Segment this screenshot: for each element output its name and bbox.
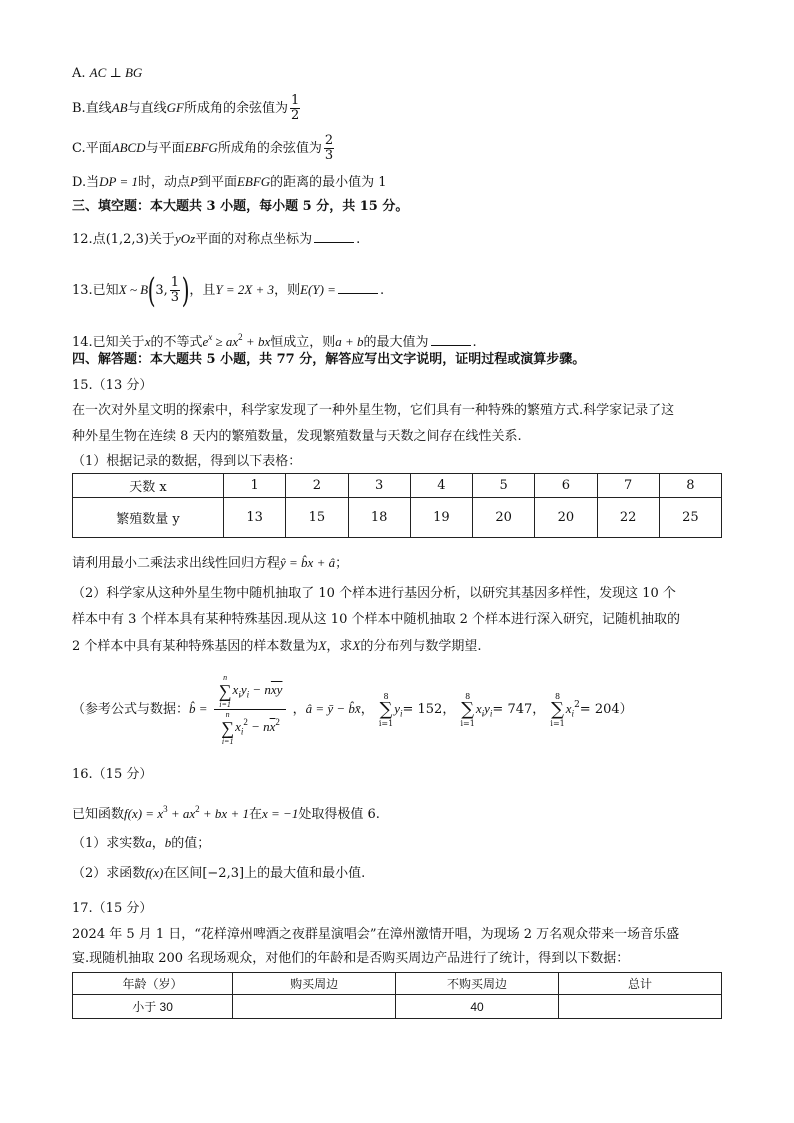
- table-row: 繁殖数量 y 13 15 18 19 20 20 22 25: [73, 498, 722, 538]
- breeding-table: [72, 473, 722, 538]
- question-16-part-1: （1）求实数a，b的值；: [72, 835, 211, 851]
- question-15-text-2: 种外星生物在连续 8 天内的繁殖数量，发现繁殖数量与天数之间存在线性关系.: [72, 429, 522, 444]
- question-15-part-1: （1）根据记录的数据，得到以下表格：: [72, 454, 302, 469]
- question-17-header: 17.（15 分）: [72, 901, 153, 916]
- question-15-part-2-line-2: 样本中有 3 个样本具有某种特殊基因.现从这 10 个样本中随机抽取 2 个样本进行深入研究，记随机抽取的: [72, 612, 681, 627]
- question-15-part-2-line-1: （2）科学家从这种外星生物中随机抽取了 10 个样本进行基因分析，以研究其基因多样性，发现这 10 个: [72, 586, 676, 601]
- concert-table: [72, 972, 722, 1019]
- option-b: B.直线AB与直线GF所成角的余弦值为 $\frac{1}{2}$: [72, 93, 300, 123]
- question-13: 13.已知X ~ B(3, $\frac{1}{3}$ )，且Y = 2X + 3，则E(Y) = .: [72, 270, 385, 311]
- table-row: 天数 x 1 2 3 4 5 6 7 8: [73, 474, 722, 498]
- question-15-text-1: 在一次对外星文明的探索中，科学家发现了一种外星生物，它们具有一种特殊的繁殖方式.科学家记录了这: [72, 403, 675, 418]
- section-fill-in-title: 三、填空题：本大题共 3 小题，每小题 5 分，共 15 分。: [72, 199, 409, 214]
- question-17-text-1: 2024 年 5 月 1 日，“花样漳州啤酒之夜群星演唱会”在漳州激情开唱，为现场 2 万名观众带来一场音乐盛: [72, 927, 680, 942]
- question-15-part-2-line-3: 2 个样本中具有某种特殊基因的样本数量为X，求X的分布列与数学期望.: [72, 638, 482, 654]
- question-14: 14.已知关于x的不等式$e^x \ge ax^2$ + bx恒成立，则a + b的最大值为 .: [72, 332, 477, 350]
- question-12: 12.点(1,2,3)关于yOz平面的对称点坐标为 .: [72, 231, 361, 247]
- table-row: 年龄（岁） 购买周边 不购买周边 总计: [73, 973, 722, 995]
- fraction-b: $\frac{1}{2}$: [290, 93, 300, 123]
- fraction-13: $\frac{1}{3}$: [170, 275, 180, 305]
- option-d: D.当DP = 1时，动点P到平面EBFG的距离的最小值为 1: [72, 174, 387, 190]
- fraction-c: $\frac{2}{3}$: [324, 133, 334, 163]
- question-17-text-2: 宴.现随机抽取 200 名现场观众，对他们的年龄和是否购买周边产品进行了统计，得到以下数据：: [72, 951, 630, 966]
- question-16-text: 已知函数$f(x) = x^3 + ax^2$ + bx + 1在x = −1处取得极值 6.: [72, 804, 380, 822]
- question-16-part-2: （2）求函数f(x)在区间[−2,3]上的最大值和最小值.: [72, 865, 366, 881]
- section-answer-title: 四、解答题：本大题共 5 小题，共 77 分，解答应写出文字说明，证明过程或演算步骤。: [72, 352, 586, 367]
- table-row: 小于 30 40: [73, 995, 722, 1019]
- option-a: A. AC ⊥ BG: [72, 65, 143, 81]
- reference-formula: （参考公式与数据：b̂ = n ∑ i=1 $x_iy_i - n\overline{xy}$ n ∑ i=1 $x_i^2 - n\overline{x}^2$ ，â = ȳ − b̂x̄， 8 ∑ i=1 $y_i= 152$， 8 ∑ i=1 $x_iy_i= 747$， 8 ∑ i=1 $x_i^2= 204$）: [72, 673, 633, 746]
- answer-blank[interactable]: [314, 230, 354, 243]
- answer-blank[interactable]: [431, 333, 471, 346]
- question-16-header: 16.（15 分）: [72, 767, 153, 782]
- question-15-header: 15.（13 分）: [72, 378, 153, 393]
- regression-slope-fraction: n ∑ i=1 $x_iy_i - n\overline{xy}$ n ∑ i=1 $x_i^2 - n\overline{x}^2$: [214, 673, 287, 746]
- option-c: C.平面ABCD与平面EBFG所成角的余弦值为 $\frac{2}{3}$: [72, 133, 334, 163]
- regression-prompt: 请利用最小二乘法求出线性回归方程ŷ = b̂x + â；: [72, 555, 349, 571]
- answer-blank[interactable]: [338, 281, 378, 294]
